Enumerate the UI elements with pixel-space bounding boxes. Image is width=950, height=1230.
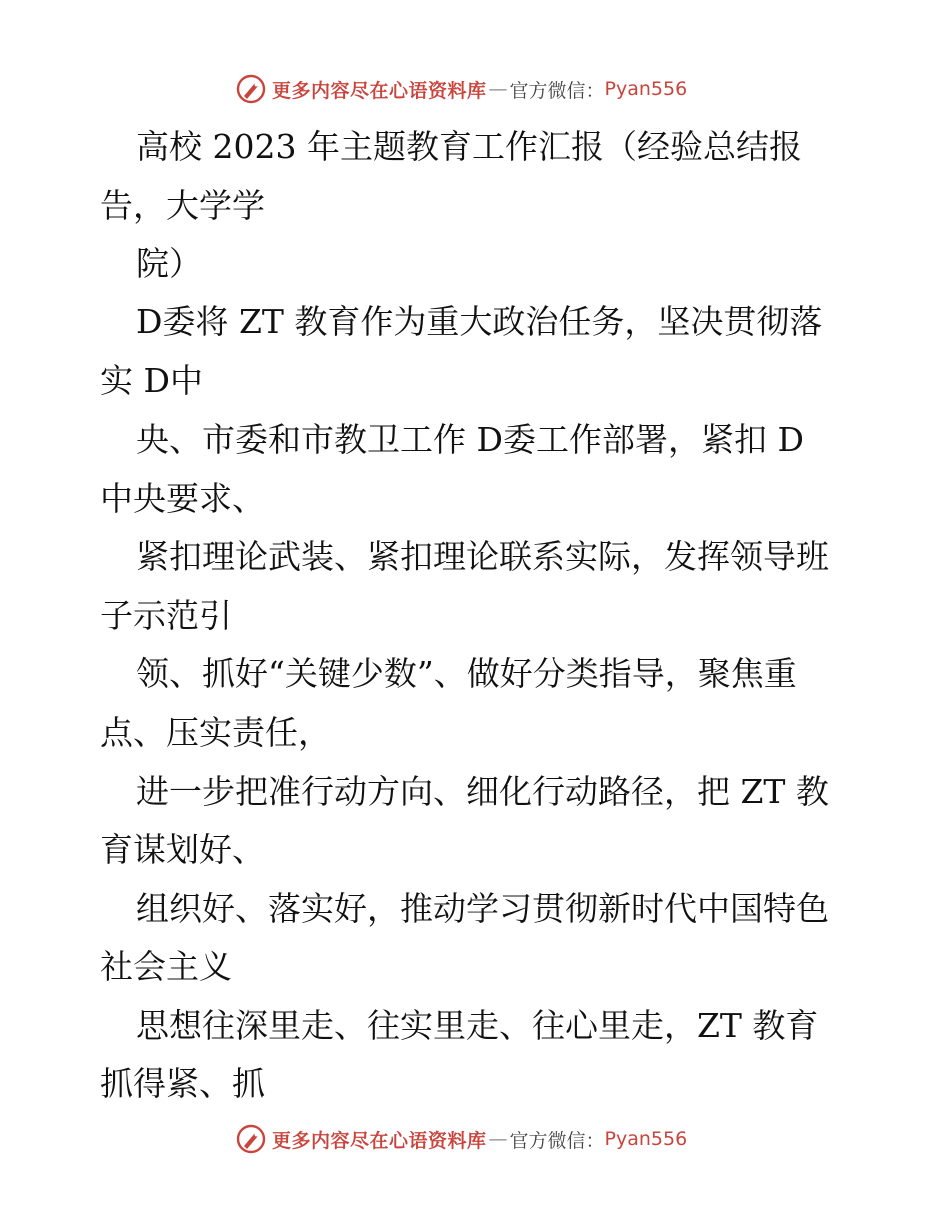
text-line: 央、市委和市教卫工作 D委工作部署，紧扣 D	[136, 420, 804, 459]
text-line: 进一步把准行动方向、细化行动路径，把 ZT 教	[136, 772, 829, 811]
text-line: 院）	[136, 244, 202, 283]
text-line: D委将 ZT 教育作为重大政治任务，坚决贯彻落	[136, 302, 823, 341]
text-line: 点、压实责任，	[100, 713, 331, 752]
banner-wechat-id: Pyan556	[604, 1128, 688, 1150]
text-line: 社会主义	[100, 947, 232, 986]
header-banner	[236, 72, 756, 106]
text-line: 领、抓好“关键少数”、做好分类指导，聚焦重	[136, 654, 797, 693]
banner-text: 更多内容尽在心语资料库	[272, 79, 487, 102]
pen-nib-logo-icon	[236, 74, 266, 104]
banner-official-label: 官方微信：	[509, 79, 605, 102]
banner-dash: —	[488, 78, 508, 100]
text-line: 紧扣理论武装、紧扣理论联系实际，发挥领导班	[136, 537, 829, 576]
text-line: 高校 2023 年主题教育工作汇报（经验总结报	[136, 127, 802, 166]
text-line: 抓得紧、抓	[100, 1064, 265, 1103]
text-line: 告，大学学	[100, 186, 265, 225]
text-line: 组织好、落实好，推动学习贯彻新时代中国特色	[136, 889, 829, 928]
banner-official-label: 官方微信：	[509, 1129, 605, 1152]
text-line: 实 D中	[100, 361, 203, 400]
banner-wechat-id: Pyan556	[604, 78, 688, 100]
footer-banner	[236, 1122, 756, 1156]
banner-text: 更多内容尽在心语资料库	[272, 1129, 487, 1152]
text-line: 思想往深里走、往实里走、往心里走，ZT 教育	[136, 1006, 819, 1045]
banner-dash: —	[488, 1128, 508, 1150]
text-line: 中央要求、	[100, 479, 265, 518]
text-line: 子示范引	[100, 596, 232, 635]
text-line: 育谋划好、	[100, 830, 265, 869]
pen-nib-logo-icon	[236, 1124, 266, 1154]
